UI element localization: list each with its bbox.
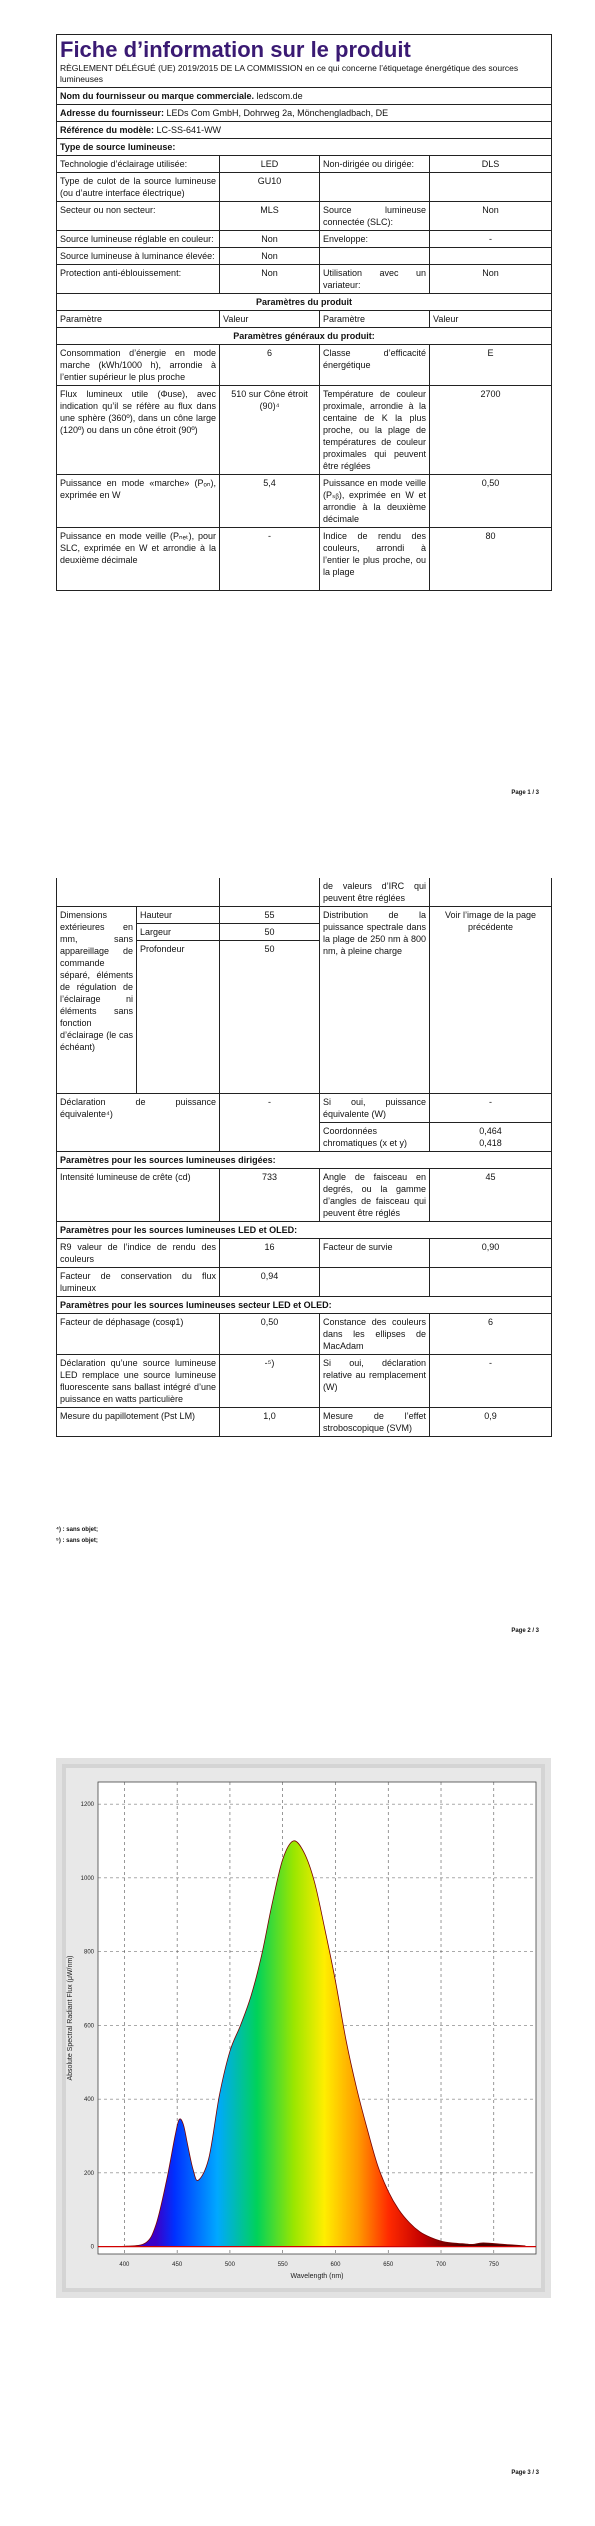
x-tick-label: 600 <box>330 2262 341 2268</box>
param-value: - <box>430 231 552 248</box>
led-header: Paramètres pour les sources lumineuses LED et OLED: <box>57 1222 552 1239</box>
model-label: Référence du modèle: <box>60 125 155 135</box>
x-tick-label: 650 <box>383 2262 394 2268</box>
col-param: Paramètre <box>320 311 430 328</box>
param-value: - <box>220 528 320 591</box>
r9-label: R9 valeur de l’indice de rendu des couleurs <box>57 1239 220 1268</box>
supplier-label: Nom du fournisseur ou marque commerciale. <box>60 91 255 101</box>
param-value <box>430 173 552 202</box>
title-block <box>57 35 552 88</box>
replace-label: Déclaration qu’une source lumineuse LED remplace une source lumineuse fluorescente sans ballast intégré d’une puissance en watts particulière <box>57 1355 220 1408</box>
strobo-label: Mesure de l’effet stroboscopique (SVM) <box>320 1408 430 1437</box>
params-header: Paramètres du produit <box>57 294 552 311</box>
page-number: Page 3 / 3 <box>511 2470 539 2476</box>
y-tick-label: 1000 <box>80 1875 94 1882</box>
y-axis-label: Absolute Spectral Radiant Flux (μW/nm) <box>67 1955 74 2081</box>
peak-label: Intensité lumineuse de crête (cd) <box>57 1169 220 1222</box>
document-subtitle: RÈGLEMENT DÉLÉGUÉ (UE) 2019/2015 DE LA COMMISSION en ce qui concerne l’étiquetage énergétique des sources lumineuses <box>60 63 519 84</box>
flux-maint-label: Facteur de conservation du flux lumineux <box>57 1268 220 1297</box>
param-label: Secteur ou non secteur: <box>57 202 220 231</box>
chroma-value <box>430 1123 552 1152</box>
param-label: Protection anti-éblouissement: <box>57 265 220 294</box>
param-label: Consommation d’énergie en mode marche (kWh/1000 h), arrondie à l’entier supérieur le plus proche <box>57 345 220 386</box>
param-label: Puissance en mode «marche» (Pₒₙ), exprimée en W <box>57 475 220 528</box>
dim-name: Profondeur <box>137 941 220 1094</box>
survival-value: 0,90 <box>430 1239 552 1268</box>
param-value: 0,50 <box>430 475 552 528</box>
param-label <box>320 173 430 202</box>
table-row <box>57 173 552 202</box>
model-row <box>57 122 552 139</box>
param-label: Technologie d’éclairage utilisée: <box>57 156 220 173</box>
flux-maint-value: 0,94 <box>220 1268 320 1297</box>
source-type-header: Type de source lumineuse: <box>57 139 552 156</box>
footnote-4: ⁴) : sans objet; <box>56 1527 98 1533</box>
footnote-5: ⁵) : sans objet; <box>56 1538 98 1544</box>
beam-value: 45 <box>430 1169 552 1222</box>
param-value: 510 sur Cône étroit (90)⁴ <box>220 386 320 475</box>
column-header-row <box>57 311 552 328</box>
x-tick-label: 550 <box>277 2262 288 2268</box>
spectral-value: Voir l’image de la page précédente <box>430 907 552 1094</box>
equiv-value: - <box>220 1094 320 1152</box>
strobo-value: 0,9 <box>430 1408 552 1437</box>
replace-if-value: - <box>430 1355 552 1408</box>
param-value: 2700 <box>430 386 552 475</box>
param-label: Type de culot de la source lumineuse (ou d’autre interface électrique) <box>57 173 220 202</box>
replace-if-label: Si oui, déclaration relative au remplacement (W) <box>320 1355 430 1408</box>
table-row <box>57 475 552 528</box>
x-axis-label: Wavelength (nm) <box>290 2273 344 2280</box>
param-label: Puissance en mode veille (Pₛᵦ), exprimée en W et arrondie à la deuxième décimale <box>320 475 430 528</box>
param-value: E <box>430 345 552 386</box>
x-tick-label: 750 <box>488 2262 499 2268</box>
param-label: Flux lumineux utile (Φuse), avec indication qu’il se réfère au flux dans une sphère (360º), dans un cône large (120º) ou dans un cône étroit (90º) <box>57 386 220 475</box>
param-value: Non <box>430 265 552 294</box>
spectral-label: Distribution de la puissance spectrale dans la plage de 250 nm à 800 nm, à pleine charge <box>320 907 430 1094</box>
mains-header: Paramètres pour les sources lumineuses secteur LED et OLED: <box>57 1297 552 1314</box>
r9-value: 16 <box>220 1239 320 1268</box>
x-tick-label: 500 <box>224 2262 235 2268</box>
table-row <box>57 345 552 386</box>
table-row <box>57 248 552 265</box>
dim-name: Hauteur <box>137 907 220 924</box>
page-number: Page 1 / 3 <box>511 790 539 796</box>
param-label: Source lumineuse réglable en couleur: <box>57 231 220 248</box>
table-row <box>57 1239 552 1268</box>
x-tick-label: 700 <box>436 2262 447 2268</box>
table-row <box>57 1094 552 1123</box>
survival-label: Facteur de survie <box>320 1239 430 1268</box>
y-tick-label: 800 <box>83 1949 94 1956</box>
table-row <box>57 1268 552 1297</box>
param-label <box>320 248 430 265</box>
product-info-table-page-1 <box>56 34 552 591</box>
macadam-label: Constance des couleurs dans les ellipses de MacAdam <box>320 1314 430 1355</box>
phase-value: 0,50 <box>220 1314 320 1355</box>
y-tick-label: 600 <box>83 2023 94 2030</box>
address-label: Adresse du fournisseur: <box>60 108 165 118</box>
col-value: Valeur <box>220 311 320 328</box>
continuation-row <box>57 878 552 907</box>
general-header: Paramètres généraux du produit: <box>57 328 552 345</box>
param-value: 6 <box>220 345 320 386</box>
beam-label: Angle de faisceau en degrés, ou la gamme d’angles de faisceau qui peuvent être réglés <box>320 1169 430 1222</box>
table-row <box>57 202 552 231</box>
table-row <box>57 1169 552 1222</box>
col-param: Paramètre <box>57 311 220 328</box>
footnotes <box>56 1525 98 1547</box>
param-value <box>430 248 552 265</box>
param-value: Non <box>430 202 552 231</box>
chroma-x: 0,464 <box>479 1126 502 1136</box>
table-row <box>57 156 552 173</box>
table-row <box>57 265 552 294</box>
chroma-y: 0,418 <box>479 1138 502 1148</box>
macadam-value: 6 <box>430 1314 552 1355</box>
table-row <box>57 1355 552 1408</box>
y-tick-label: 200 <box>83 2170 94 2177</box>
table-row <box>57 231 552 248</box>
spectral-chart <box>56 1758 551 2298</box>
equiv-label: Déclaration de puissance équivalente⁴) <box>57 1094 220 1152</box>
param-label: Enveloppe: <box>320 231 430 248</box>
param-value: Non <box>220 231 320 248</box>
param-value: Non <box>220 265 320 294</box>
param-value: LED <box>220 156 320 173</box>
peak-value: 733 <box>220 1169 320 1222</box>
dimensions-row <box>57 907 552 924</box>
param-value: DLS <box>430 156 552 173</box>
dimensions-label: Dimensions extérieures en mm, sans appareillage de commande séparé, éléments de régulation de l’éclairage ni éléments sans fonction d’éclairage (le cas échéant) <box>57 907 137 1094</box>
cri-continuation: de valeurs d’IRC qui peuvent être réglées <box>320 878 430 907</box>
param-label: Non-dirigée ou dirigée: <box>320 156 430 173</box>
table-row <box>57 1314 552 1355</box>
param-label: Classe d’efficacité énergétique <box>320 345 430 386</box>
table-row <box>57 1408 552 1437</box>
param-label: Source lumineuse à luminance élevée: <box>57 248 220 265</box>
dim-value: 50 <box>220 941 320 1094</box>
supplier-row <box>57 88 552 105</box>
dim-value: 50 <box>220 924 320 941</box>
param-label: Puissance en mode veille (Pₙₑₜ), pour SLC, exprimée en W et arrondie à la deuxième décimale <box>57 528 220 591</box>
param-value: Non <box>220 248 320 265</box>
model-value: LC-SS-641-WW <box>156 125 222 135</box>
document-title: Fiche d’information sur le produit <box>60 37 411 62</box>
spectral-chart-svg <box>56 1758 551 2298</box>
table-row <box>57 386 552 475</box>
y-tick-label: 400 <box>83 2097 94 2104</box>
address-value: LEDs Com GmbH, Dohrweg 2a, Mönchengladbach, DE <box>166 108 389 118</box>
x-tick-label: 450 <box>172 2262 183 2268</box>
param-value: 80 <box>430 528 552 591</box>
param-label: Utilisation avec un variateur: <box>320 265 430 294</box>
supplier-value: ledscom.de <box>256 91 303 101</box>
param-label: Température de couleur proximale, arrondie à la centaine de K la plus proche, ou la plage de températures de couleur proximales qui peuvent être réglées <box>320 386 430 475</box>
y-tick-label: 0 <box>90 2244 94 2251</box>
flicker-label: Mesure du papillotement (Pst LM) <box>57 1408 220 1437</box>
flicker-value: 1,0 <box>220 1408 320 1437</box>
param-value: 5,4 <box>220 475 320 528</box>
equiv-power-value: - <box>430 1094 552 1123</box>
param-value: GU10 <box>220 173 320 202</box>
page-number: Page 2 / 3 <box>511 1628 539 1634</box>
replace-value: -⁵) <box>220 1355 320 1408</box>
param-label: Source lumineuse connectée (SLC): <box>320 202 430 231</box>
equiv-power-label: Si oui, puissance équivalente (W) <box>320 1094 430 1123</box>
col-value: Valeur <box>430 311 552 328</box>
dim-name: Largeur <box>137 924 220 941</box>
address-row <box>57 105 552 122</box>
directed-header: Paramètres pour les sources lumineuses dirigées: <box>57 1152 552 1169</box>
x-tick-label: 400 <box>119 2262 130 2268</box>
dim-value: 55 <box>220 907 320 924</box>
param-label: Indice de rendu des couleurs, arrondi à l’entier le plus proche, ou la plage <box>320 528 430 591</box>
param-value: MLS <box>220 202 320 231</box>
chroma-label: Coordonnées chromatiques (x et y) <box>320 1123 430 1152</box>
y-tick-label: 1200 <box>80 1802 94 1809</box>
product-info-table-page-2 <box>56 878 552 1437</box>
table-row <box>57 528 552 591</box>
phase-label: Facteur de déphasage (cosφ1) <box>57 1314 220 1355</box>
